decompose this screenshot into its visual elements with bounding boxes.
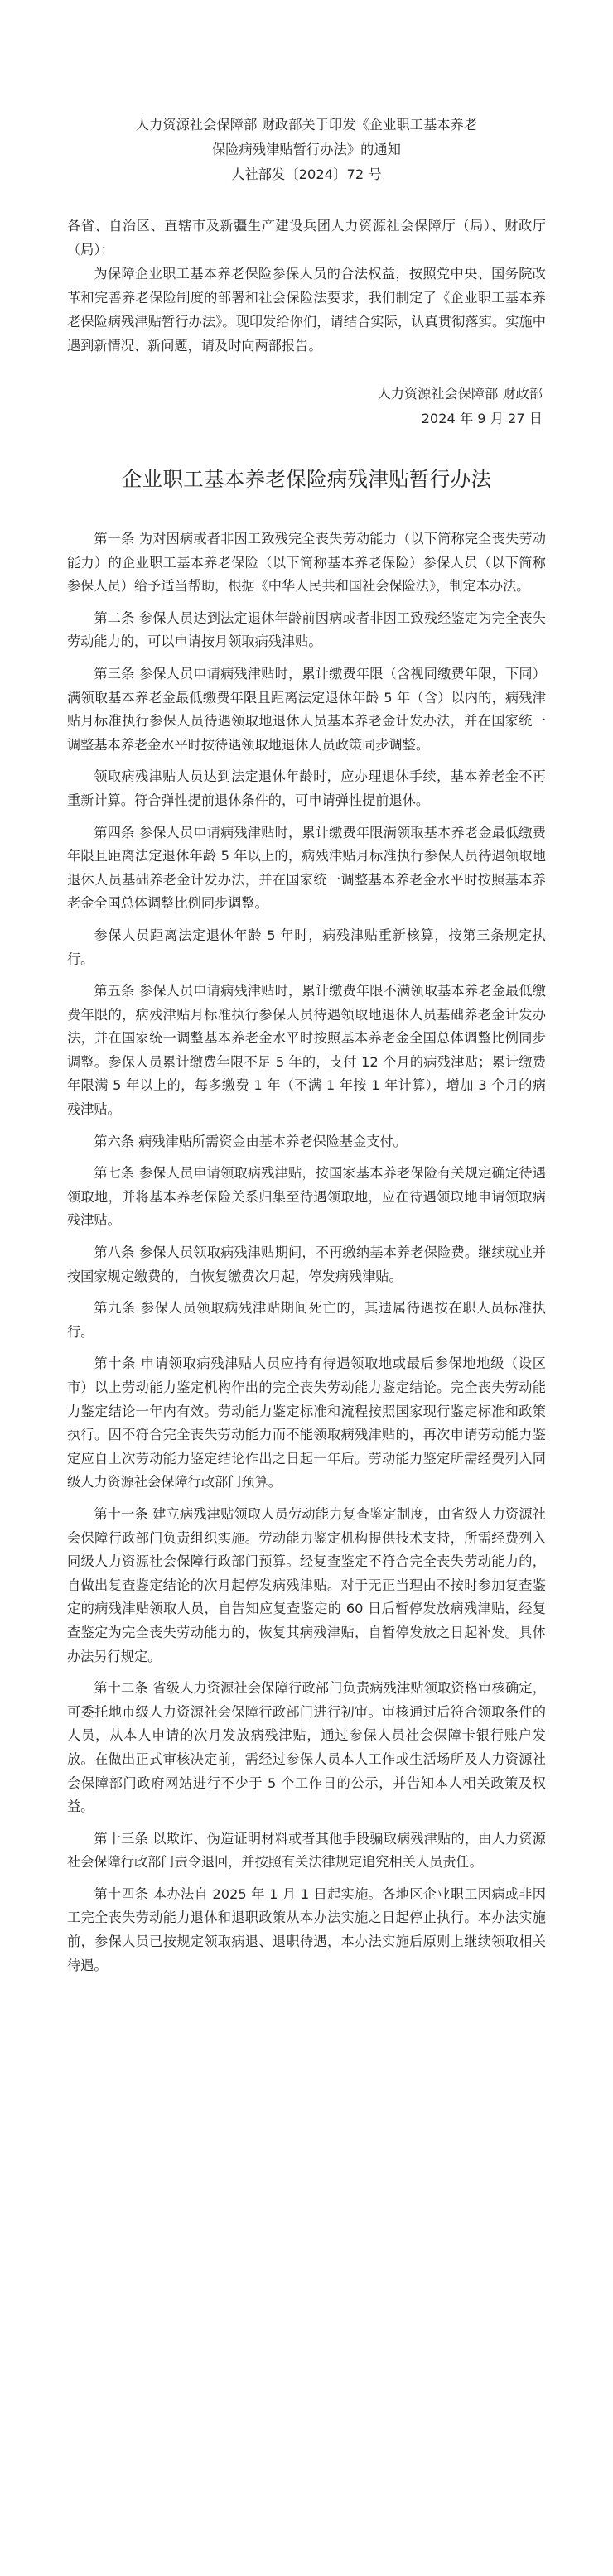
article-paragraph: 参保人员距离法定退休年龄 5 年时，病残津贴重新核算，按第三条规定执行。	[67, 927, 546, 967]
article	[67, 980, 546, 1122]
rules-title: 企业职工基本养老保险病残津贴暂行办法	[121, 467, 492, 491]
article-paragraph: 第四条 参保人员申请病残津贴时，累计缴费年限满领取基本养老金最低缴费年限且距离法定退休年龄 5 年以上的，病残津贴月标准执行参保人员待遇领取地退休人员基础养老金计发办法，并在国家统一调整基本养老金水平时按照基本养老金全国总体调整比例同步调整。	[67, 824, 546, 912]
notice-date: 2024 年 9 月 27 日	[421, 411, 543, 426]
article-paragraph: 第五条 参保人员申请病残津贴时，累计缴费年限不满领取基本养老金最低缴费年限的，病残津贴月标准执行参保人员待遇领取地退休人员基础养老金计发办法，并在国家统一调整基本养老金水平时按照基本养老金全国总体调整比例同步调整。参保人员累计缴费年限不足 5 年的，支付 12 个月的病残津贴；累计缴费年限满 5 年以上的，每多缴费 1 年（不满 1 年按 1 年计算），增加 3 个月的病残津贴。	[67, 983, 546, 1118]
rules-articles	[67, 527, 546, 1977]
article	[67, 1241, 546, 1288]
article-paragraph: 第一条 为对因病或者非因工致残完全丧失劳动能力（以下简称完全丧失劳动能力）的企业职工基本养老保险（以下简称基本养老保险）参保人员（以下简称参保人员）给予适当帮助，根据《中华人民共和国社会保险法》，制定本办法。	[67, 531, 546, 595]
article	[67, 1677, 546, 1819]
article	[67, 527, 546, 599]
article	[67, 1130, 546, 1154]
article-paragraph: 第十三条 以欺诈、伪造证明材料或者其他手段骗取病残津贴的，由人力资源社会保障行政部门责令退回，并按照有关法律规定追究相关人员责任。	[67, 1830, 546, 1871]
notice-addressee: 各省、自治区、直辖市及新疆生产建设兵团人力资源社会保障厅（局）、财政厅（局）：	[67, 218, 546, 258]
article-paragraph: 第十四条 本办法自 2025 年 1 月 1 日起实施。各地区企业职工因病或非因工完全丧失劳动能力退休和退职政策从本办法实施之日起停止执行。本办法实施前，参保人员已按规定领取病退、退职待遇，本办法实施后原则上继续领取相关待遇。	[67, 1885, 546, 1973]
notice-body: 为保障企业职工基本养老保险参保人员的合法权益，按照党中央、国务院改革和完善养老保险制度的部署和社会保险法要求，我们制定了《企业职工基本养老保险病残津贴暂行办法》。现印发给你们，请结合实际，认真贯彻落实。实施中遇到新情况、新问题，请及时向两部报告。	[67, 266, 546, 354]
article	[67, 821, 546, 972]
article-paragraph: 第三条 参保人员申请病残津贴时，累计缴费年限（含视同缴费年限，下同）满领取基本养老金最低缴费年限且距离法定退休年龄 5 年（含）以内的，病残津贴月标准执行参保人员待遇领取地退休人员基本养老金计发办法，并在国家统一调整基本养老金水平时按待遇领取地退休人员政策同步调整。	[67, 665, 546, 753]
article	[67, 1297, 546, 1344]
notice-title-line: 人力资源社会保障部 财政部关于印发《企业职工基本养老	[135, 117, 478, 132]
notice-document-number: 人社部发〔2024〕72 号	[231, 166, 382, 182]
notice-title	[67, 113, 546, 187]
article-paragraph: 第八条 参保人员领取病残津贴期间，不再缴纳基本养老保险费。继续就业并按国家规定缴费的，自恢复缴费次月起，停发病残津贴。	[67, 1245, 546, 1284]
article-paragraph: 第十条 申请领取病残津贴人员应持有待遇领取地或最后参保地地级（设区市）以上劳动能力鉴定机构作出的完全丧失劳动能力鉴定结论。完全丧失劳动能力鉴定结论一年内有效。劳动能力鉴定标准和流程按照国家现行鉴定标准和政策执行。因不符合完全丧失劳动能力而不能领取病残津贴的，再次申请劳动能力鉴定应自上次劳动能力鉴定结论作出之日起一年后。劳动能力鉴定所需经费列入同级人力资源社会保障行政部门预算。	[67, 1355, 546, 1490]
article	[67, 1162, 546, 1233]
article	[67, 1352, 546, 1495]
article	[67, 1827, 546, 1875]
article	[67, 662, 546, 813]
article-paragraph: 第六条 病残津贴所需资金由基本养老保险基金支付。	[94, 1133, 407, 1149]
article	[67, 1883, 546, 1977]
notice-signatory: 人力资源社会保障部 财政部	[377, 386, 543, 402]
notice-title-line: 保险病残津贴暂行办法》的通知	[211, 142, 402, 157]
article-paragraph: 第十一条 建立病残津贴领取人员劳动能力复查鉴定制度，由省级人力资源社会保障行政部门负责组织实施。劳动能力鉴定机构提供技术支持，所需经费列入同级人力资源社会保障行政部门预算。经复查鉴定不符合完全丧失劳动能力的，自做出复查鉴定结论的次月起停发病残津贴。对于无正当理由不按时参加复查鉴定的病残津贴领取人员，自告知应复查鉴定的 60 日后暂停发放病残津贴，经复查鉴定为完全丧失劳动能力的，恢复其病残津贴，自暂停发放之日起补发。具体办法另行规定。	[67, 1505, 546, 1664]
article	[67, 1503, 546, 1668]
article-paragraph: 领取病残津贴人员达到法定退休年龄时，应办理退休手续，基本养老金不再重新计算。符合弹性提前退休条件的，可申请弹性提前退休。	[67, 768, 546, 808]
article-paragraph: 第十二条 省级人力资源社会保障行政部门负责病残津贴领取资格审核确定，可委托地市级人力资源社会保障行政部门进行初审。审核通过后符合领取条件的人员，从本人申请的次月发放病残津贴，通过参保人员社会保障卡银行账户发放。在做出正式审核决定前，需经过参保人员本人工作或生活场所及人力资源社会保障部门政府网站进行不少于 5 个工作日的公示，并告知本人相关政策及权益。	[67, 1680, 546, 1815]
article-paragraph: 第二条 参保人员达到法定退休年龄前因病或者非因工致残经鉴定为完全丧失劳动能力的，可以申请按月领取病残津贴。	[67, 609, 546, 650]
article-paragraph: 第七条 参保人员申请领取病残津贴，按国家基本养老保险有关规定确定待遇领取地，并将基本养老保险关系归集至待遇领取地，应在待遇领取地申请领取病残津贴。	[67, 1165, 546, 1229]
article-paragraph: 第九条 参保人员领取病残津贴期间死亡的，其遗属待遇按在职人员标准执行。	[67, 1300, 546, 1340]
article	[67, 607, 546, 654]
